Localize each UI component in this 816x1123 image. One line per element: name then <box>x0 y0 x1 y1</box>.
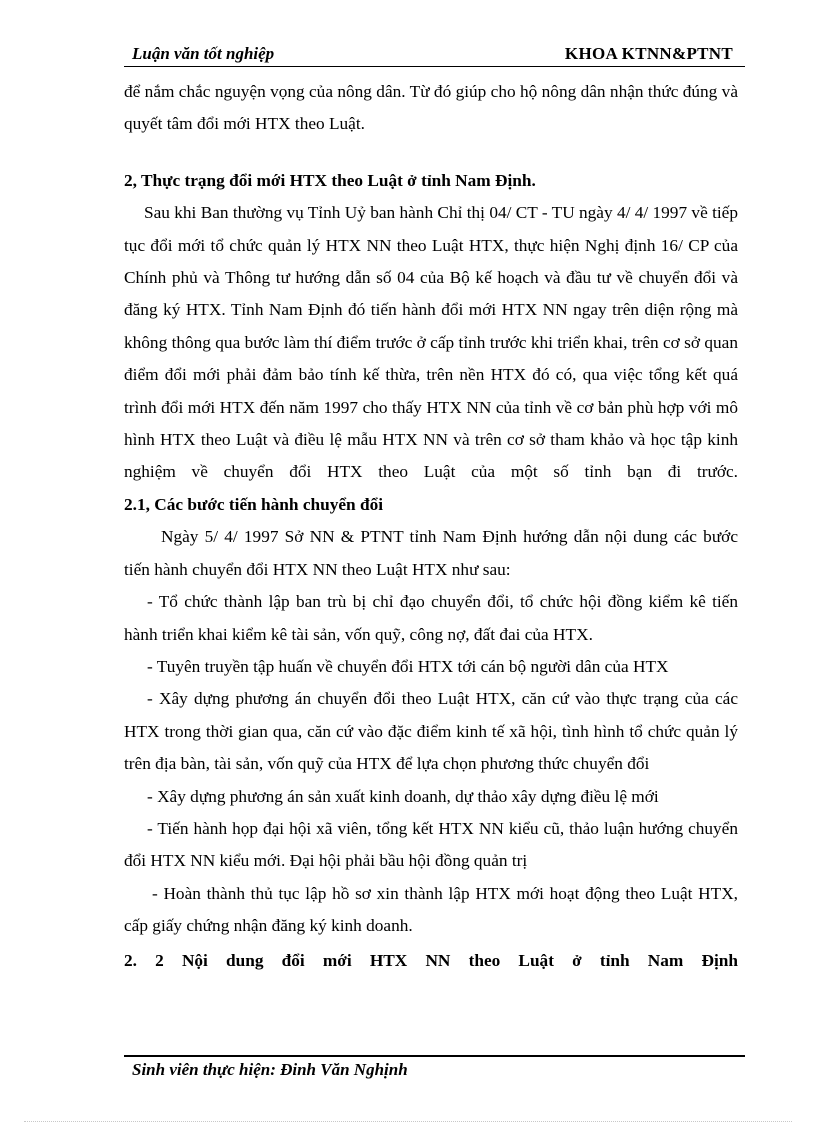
subsection-heading-2-2: 2. 2 Nội dung đổi mới HTX NN theo Luật ở tỉnh Nam Định <box>124 950 738 970</box>
page-header <box>124 42 745 67</box>
paragraph-situation: Sau khi Ban thường vụ Tỉnh Uỷ ban hành Chỉ thị 04/ CT - TU ngày 4/ 4/ 1997 về tiếp tục đổi mới tổ chức quản lý HTX NN theo Luật HTX, thực hiện Nghị định 16/ CP của Chính phủ và Thông tư hướng dẫn số 04 của Bộ kế hoạch và đầu tư về chuyển đổi và đăng ký HTX. Tỉnh Nam Định đó tiến hành đổi mới HTX NN ngay trên diện rộng mà không thông qua bước làm thí điểm trước ở cấp tỉnh trước khi triển khai, trên cơ sở quan điểm đổi mới phải đảm bảo tính kế thừa, trên nền HTX đó có, qua việc tổng kết quá trình đổi mới HTX đến năm 1997 cho thấy HTX NN của tỉnh về cơ bản phù hợp với mô hình HTX theo Luật và điều lệ mẫu HTX NN và trên cơ sở tham khảo và học tập kinh nghiệm về chuyển đổi HTX theo Luật của một số tỉnh bạn đi trước. <box>124 203 738 482</box>
footer-student: Sinh viên thực hiện: Đinh Văn Nghịnh <box>132 1060 408 1079</box>
list-item-step-4: - Xây dựng phương án sản xuất kinh doanh, dự thảo xây dựng điều lệ mới <box>147 786 659 806</box>
document-body <box>124 76 738 977</box>
list-item-step-3: - Xây dựng phương án chuyển đổi theo Luật HTX, căn cứ vào thực trạng của các HTX trong thời gian qua, căn cứ vào đặc điểm kinh tế xã hội, tình hình tổ chức quản lý trên địa bàn, tài sản, vốn quỹ của HTX để lựa chọn phương thức chuyển đổi <box>124 689 738 774</box>
list-item-step-1: - Tổ chức thành lập ban trù bị chỉ đạo chuyển đổi, tổ chức hội đồng kiểm kê tiến hành triển khai kiểm kê tài sản, vốn quỹ, công nợ, đất đai của HTX. <box>124 592 738 644</box>
paragraph-intro: để nắm chắc nguyện vọng của nông dân. Từ đó giúp cho hộ nông dân nhận thức đúng và quyết tâm đổi mới HTX theo Luật. <box>124 82 738 134</box>
page-bottom-dotted-line <box>24 1121 792 1122</box>
subsection-heading-2-1: 2.1, Các bước tiến hành chuyển đổi <box>124 494 384 514</box>
list-item-step-2: - Tuyên truyền tập huấn về chuyển đổi HTX tới cán bộ người dân của HTX <box>147 656 669 676</box>
header-left-title: Luận văn tốt nghiệp <box>132 44 275 63</box>
list-item-step-6: - Hoàn thành thủ tục lập hồ sơ xin thành lập HTX mới hoạt động theo Luật HTX, cấp giấy chứng nhận đăng ký kinh doanh. <box>124 883 738 936</box>
header-right-title: KHOA KTNN&PTNT <box>564 44 733 63</box>
paragraph-steps-intro: Ngày 5/ 4/ 1997 Sở NN & PTNT tỉnh Nam Định hướng dẫn nội dung các bước tiến hành chuyển đổi HTX NN theo Luật HTX như sau: <box>124 527 738 579</box>
footer-divider <box>124 1055 745 1057</box>
list-item-step-5: - Tiến hành họp đại hội xã viên, tổng kết HTX NN kiểu cũ, thảo luận hướng chuyển đổi HTX NN kiểu mới. Đại hội phải bầu hội đồng quản trị <box>124 818 738 871</box>
section-heading-2: 2, Thực trạng đổi mới HTX theo Luật ở tỉnh Nam Định. <box>124 170 536 190</box>
